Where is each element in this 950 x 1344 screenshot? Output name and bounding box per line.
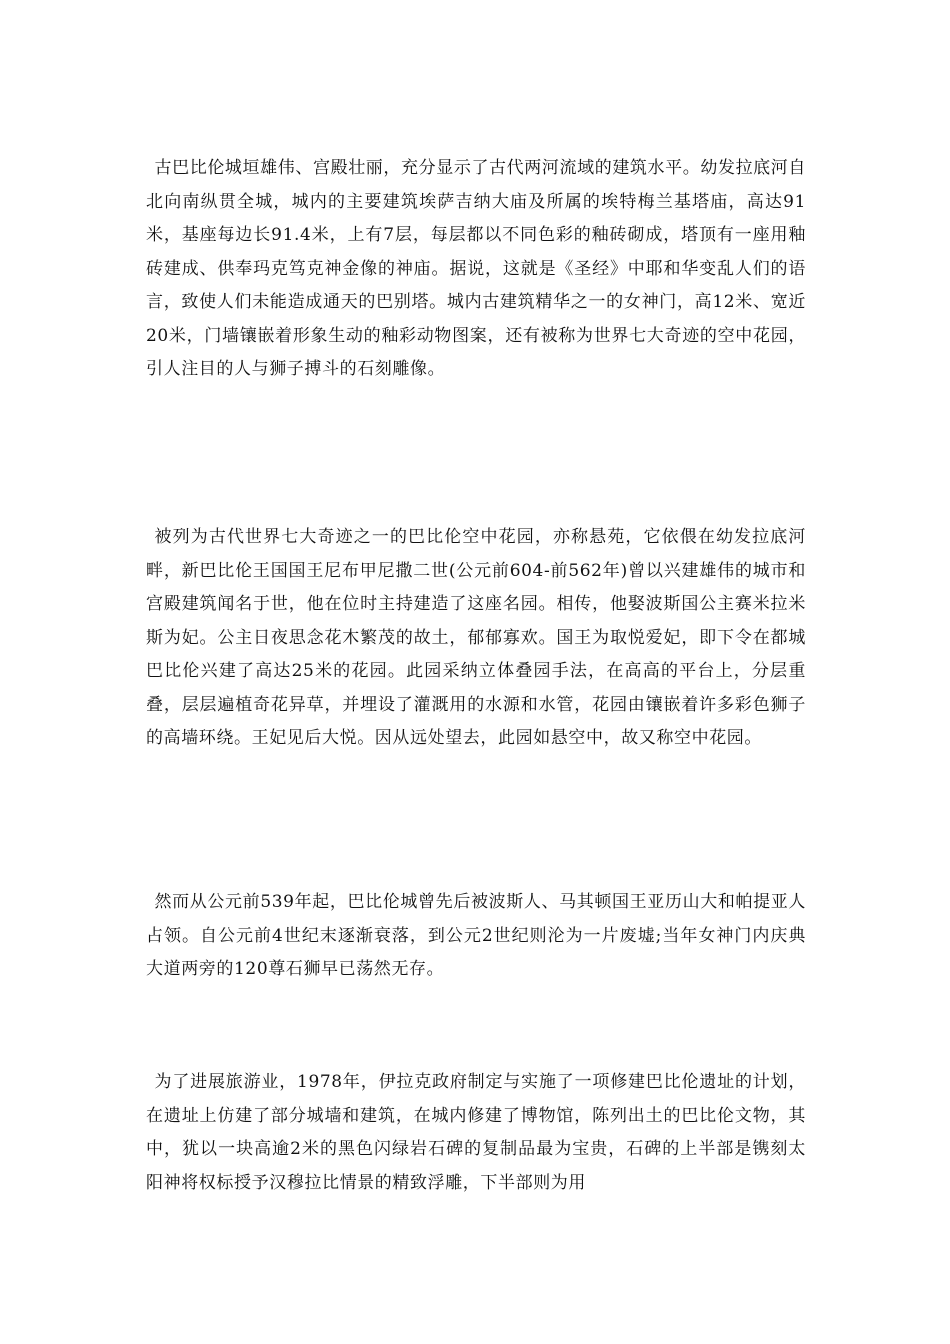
paragraph-hanging-gardens: 被列为古代世界七大奇迹之一的巴比伦空中花园，亦称悬苑，它依偎在幼发拉底河畔，新巴比伦王国国王尼布甲尼撒二世(公元前604-前562年)曾以兴建雄伟的城市和宫殿建筑闻名于世，他在位时主持建造了这座名园。相传，他娶波斯国公主赛米拉米斯为妃。公主日夜思念花木繁茂的故土，郁郁寡欢。国王为取悦爱妃，即下令在都城巴比伦兴建了高达25米的花园。此园采纳立体叠园手法，在高高的平台上，分层重叠，层层遍植奇花异草，并埋设了灌溉用的水源和水管，花园由镶嵌着许多彩色狮子的高墙环绕。王妃见后大悦。因从远处望去，此园如悬空中，故又称空中花园。: [146, 527, 806, 748]
paragraph-decline: 然而从公元前539年起，巴比伦城曾先后被波斯人、马其顿国王亚历山大和帕提亚人占领。自公元前4世纪末逐渐衰落，到公元2世纪则沦为一片废墟;当年女神门内庆典大道两旁的120尊石狮早已荡然无存。: [146, 892, 806, 979]
paragraph-babylon-city: 古巴比伦城垣雄伟、宫殿壮丽，充分显示了古代两河流域的建筑水平。幼发拉底河自北向南纵贯全城，城内的主要建筑埃萨吉纳大庙及所属的埃特梅兰基塔庙，高达91米，基座每边长91.4米，上有7层，每层都以不同色彩的釉砖砌成，塔顶有一座用釉砖建成、供奉玛克笃克神金像的神庙。据说，这就是《圣经》中耶和华变乱人们的语言，致使人们未能造成通天的巴别塔。城内古建筑精华之一的女神门，高12米、宽近20米，门墙镶嵌着形象生动的釉彩动物图案，还有被称为世界七大奇迹的空中花园，引人注目的人与狮子搏斗的石刻雕像。: [146, 158, 806, 379]
paragraph-restoration: 为了进展旅游业，1978年，伊拉克政府制定与实施了一项修建巴比伦遗址的计划，在遗址上仿建了部分城墙和建筑，在城内修建了博物馆，陈列出土的巴比伦文物，其中，犹以一块高逾2米的黑色闪绿岩石碑的复制品最为宝贵，石碑的上半部是镌刻太阳神将权标授予汉穆拉比情景的精致浮雕，下半部则为用: [146, 1072, 806, 1193]
